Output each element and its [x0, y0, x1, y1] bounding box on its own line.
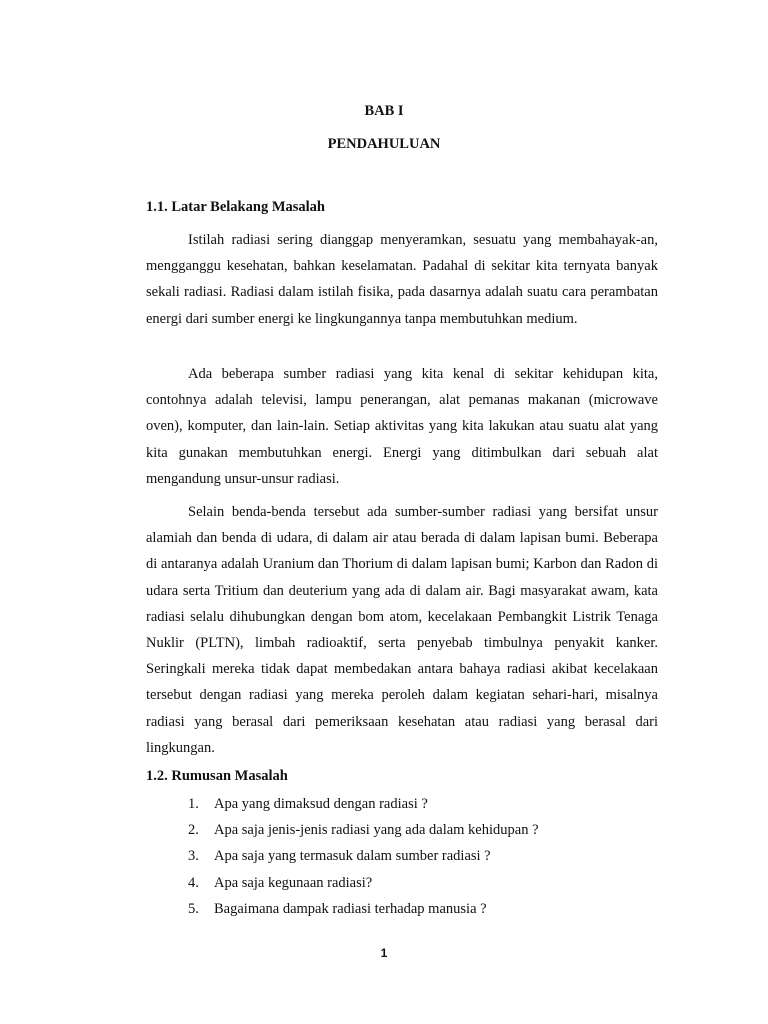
- list-item: [188, 817, 539, 843]
- question-list: [188, 791, 539, 922]
- list-item-text: Apa saja jenis-jenis radiasi yang ada dalam kehidupan ?: [214, 822, 539, 839]
- section-heading-rumusan-masalah: 1.2. Rumusan Masalah: [146, 768, 288, 784]
- list-item-number: 3.: [188, 848, 199, 865]
- list-item: [188, 843, 539, 869]
- list-item-number: 5.: [188, 900, 199, 917]
- paragraph: Istilah radiasi sering dianggap menyeramkan, sesuatu yang membahayak-an, mengganggu kesehatan, bahkan keselamatan. Padahal di sekitar kita ternyata banyak sekali radiasi. Radiasi dalam istilah fisika, pada dasarnya adalah suatu cara perambatan energi dari sumber energi ke lingkungannya tanpa membutuhkan medium.: [146, 232, 658, 327]
- paragraph: Ada beberapa sumber radiasi yang kita kenal di sekitar kehidupan kita, contohnya adalah televisi, lampu penerangan, alat pemanas makanan (microwave oven), komputer, dan lain-lain. Setiap aktivitas yang kita lakukan atau suatu alat yang kita gunakan membutuhkan energi. Energi yang ditimbulkan dari sebuah alat mengandung unsur-unsur radiasi.: [146, 366, 658, 487]
- paragraph: Selain benda-benda tersebut ada sumber-sumber radiasi yang bersifat unsur alamiah dan benda di udara, di dalam air atau berada di dalam lapisan bumi. Beberapa di antaranya adalah Uranium dan Thorium di dalam lapisan bumi; Karbon dan Radon di udara serta Tritium dan deuterium yang ada di dalam air. Bagi masyarakat awam, kata radiasi selalu dihubungkan dengan bom atom, kecelakaan Pembangkit Listrik Tenaga Nuklir (PLTN), limbah radioaktif, serta penyebab timbulnya penyakit kanker. Seringkali mereka tidak dapat membedakan antara bahaya radiasi akibat kecelakaan tersebut dengan radiasi yang mereka peroleh dalam kegiatan sehari-hari, misalnya radiasi yang berasal dari pemeriksaan kesehatan atau radiasi yang berasal dari lingkungan.: [146, 504, 658, 756]
- list-item-number: 1.: [188, 796, 199, 812]
- section-heading-latar-belakang: 1.1. Latar Belakang Masalah: [146, 199, 325, 215]
- list-item-text: Apa saja kegunaan radiasi?: [214, 874, 373, 891]
- list-item: [188, 870, 539, 896]
- chapter-number: BAB I: [364, 103, 404, 119]
- list-item: [188, 791, 539, 817]
- list-item: [188, 896, 539, 922]
- list-item-text: Bagaimana dampak radiasi terhadap manusia ?: [214, 900, 487, 917]
- list-item-number: 4.: [188, 874, 199, 891]
- list-item-number: 2.: [188, 822, 199, 839]
- list-item-text: Apa yang dimaksud dengan radiasi ?: [214, 796, 428, 812]
- page-number: 1: [380, 946, 388, 960]
- chapter-title: PENDAHULUAN: [327, 136, 441, 152]
- list-item-text: Apa saja yang termasuk dalam sumber radiasi ?: [214, 848, 491, 865]
